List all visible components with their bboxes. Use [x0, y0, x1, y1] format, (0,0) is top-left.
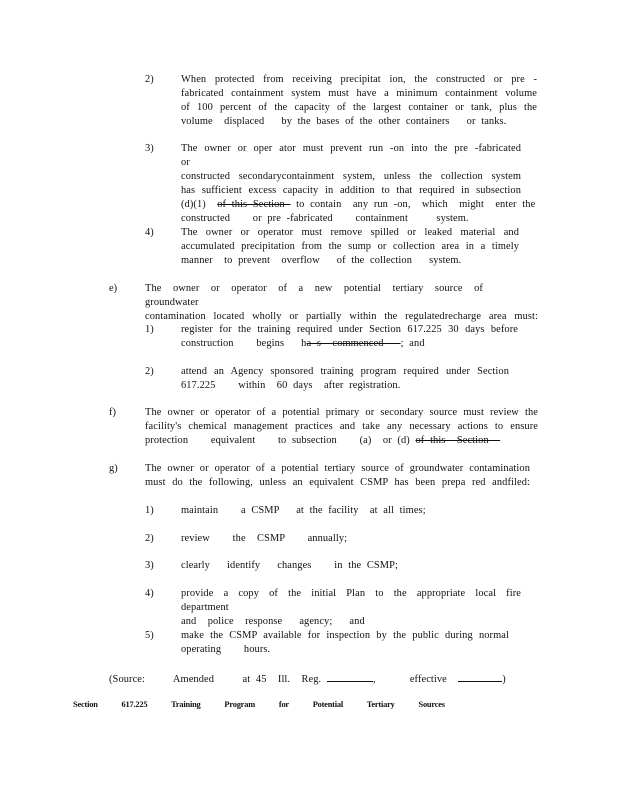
- paragraph-item: [181, 323, 518, 351]
- text-line: operating hours.: [181, 644, 271, 655]
- item-marker: 4): [145, 227, 154, 238]
- text-line: constructed or pre -fabricated containment system.: [181, 213, 469, 224]
- text-line: The owner or operator of a potential tertiary source of groundwater contamination: [145, 463, 530, 474]
- item-marker: 1): [145, 505, 154, 516]
- paragraph-item: [181, 629, 509, 657]
- paragraph-item: [181, 73, 537, 129]
- text-line: maintain a CSMP at the facility at all times;: [181, 505, 426, 516]
- item-marker: f): [109, 407, 116, 418]
- paragraph-item: [181, 365, 509, 393]
- text-line: constructed secondarycontainment system, unless the collection system: [181, 171, 521, 182]
- item-marker: 3): [145, 143, 154, 154]
- text-line: provide a copy of the initial Plan to the appropriate local fire department: [181, 588, 521, 613]
- text-line: register for the training required under Section 617.225 30 days before: [181, 324, 518, 335]
- item-marker: 2): [145, 366, 154, 377]
- item-marker: 1): [145, 324, 154, 335]
- text-line: facility's chemical management practices and take any necessary actions to ensure: [145, 421, 538, 432]
- item-marker: 2): [145, 74, 154, 85]
- item-marker: 2): [145, 533, 154, 544]
- text-line: The owner or operator must remove spilled or leaked material and: [181, 227, 519, 238]
- paragraph-item: [181, 559, 398, 573]
- text-line: The owner or operator of a potential primary or secondary source must review the: [145, 407, 538, 418]
- text-line: contamination located wholly or partially within the regulatedrecharge area must:: [145, 311, 538, 322]
- paragraph-item: [181, 504, 426, 518]
- blank-line: [458, 671, 502, 682]
- paragraph-item: [181, 532, 347, 546]
- paragraph-item: [181, 142, 536, 226]
- item-marker: 5): [145, 630, 154, 641]
- item-marker: g): [109, 463, 118, 474]
- text-line: 617.225 within 60 days after registration.: [181, 380, 401, 391]
- paragraph-item: [181, 587, 521, 629]
- text-line: clearly identify changes in the CSMP;: [181, 560, 399, 571]
- text-line: make the CSMP available for inspection by the public during normal: [181, 630, 509, 641]
- blank-line: [327, 671, 373, 682]
- text-line: fabricated containment system must have a minimum containment volume: [181, 88, 537, 99]
- item-marker: e): [109, 283, 118, 294]
- deleted-text: of this Section: [217, 199, 291, 210]
- deleted-text: of this Section: [415, 435, 501, 446]
- text-line: (d)(1) of this Section to contain any run -on, which might enter the: [181, 199, 536, 210]
- source-note: (Source: Amended at 45 Ill. Reg. , effective ): [109, 671, 506, 687]
- deleted-text: a s commenced: [306, 338, 401, 349]
- text-line: When protected from receiving precipitat ion, the constructed or pre -: [181, 74, 537, 85]
- text-line: manner to prevent overflow of the collection system.: [181, 255, 462, 266]
- text-line: of 100 percent of the capacity of the largest container or tank, plus the: [181, 102, 537, 113]
- text-line: The owner or oper ator must prevent run -on into the pre -fabricated or: [181, 143, 521, 168]
- text-line: protection equivalent to subsection (a) or (d) of this Section: [145, 435, 501, 446]
- text-line: review the CSMP annually;: [181, 533, 348, 544]
- text-line: volume displaced by the bases of the other containers or tanks.: [181, 116, 507, 127]
- text-line: accumulated precipitation from the sump or collection area in a timely: [181, 241, 519, 252]
- text-line: has sufficient excess capacity in addition to that required in subsection: [181, 185, 521, 196]
- paragraph-item: [145, 406, 538, 448]
- text-line: must do the following, unless an equivalent CSMP has been prepa red andfiled:: [145, 477, 530, 488]
- paragraph-item: [145, 462, 530, 490]
- section-heading: Section 617.225 Training Program for Potential Tertiary Sources: [73, 700, 445, 709]
- paragraph-item: [145, 282, 538, 324]
- text-line: The owner or operator of a new potential tertiary source of groundwater: [145, 283, 483, 308]
- item-marker: 3): [145, 560, 154, 571]
- text-line: construction begins ha s commenced ; and: [181, 338, 425, 349]
- text-line: and police response agency; and: [181, 616, 365, 627]
- item-marker: 4): [145, 588, 154, 599]
- text-line: attend an Agency sponsored training program required under Section: [181, 366, 509, 377]
- paragraph-item: [181, 226, 519, 268]
